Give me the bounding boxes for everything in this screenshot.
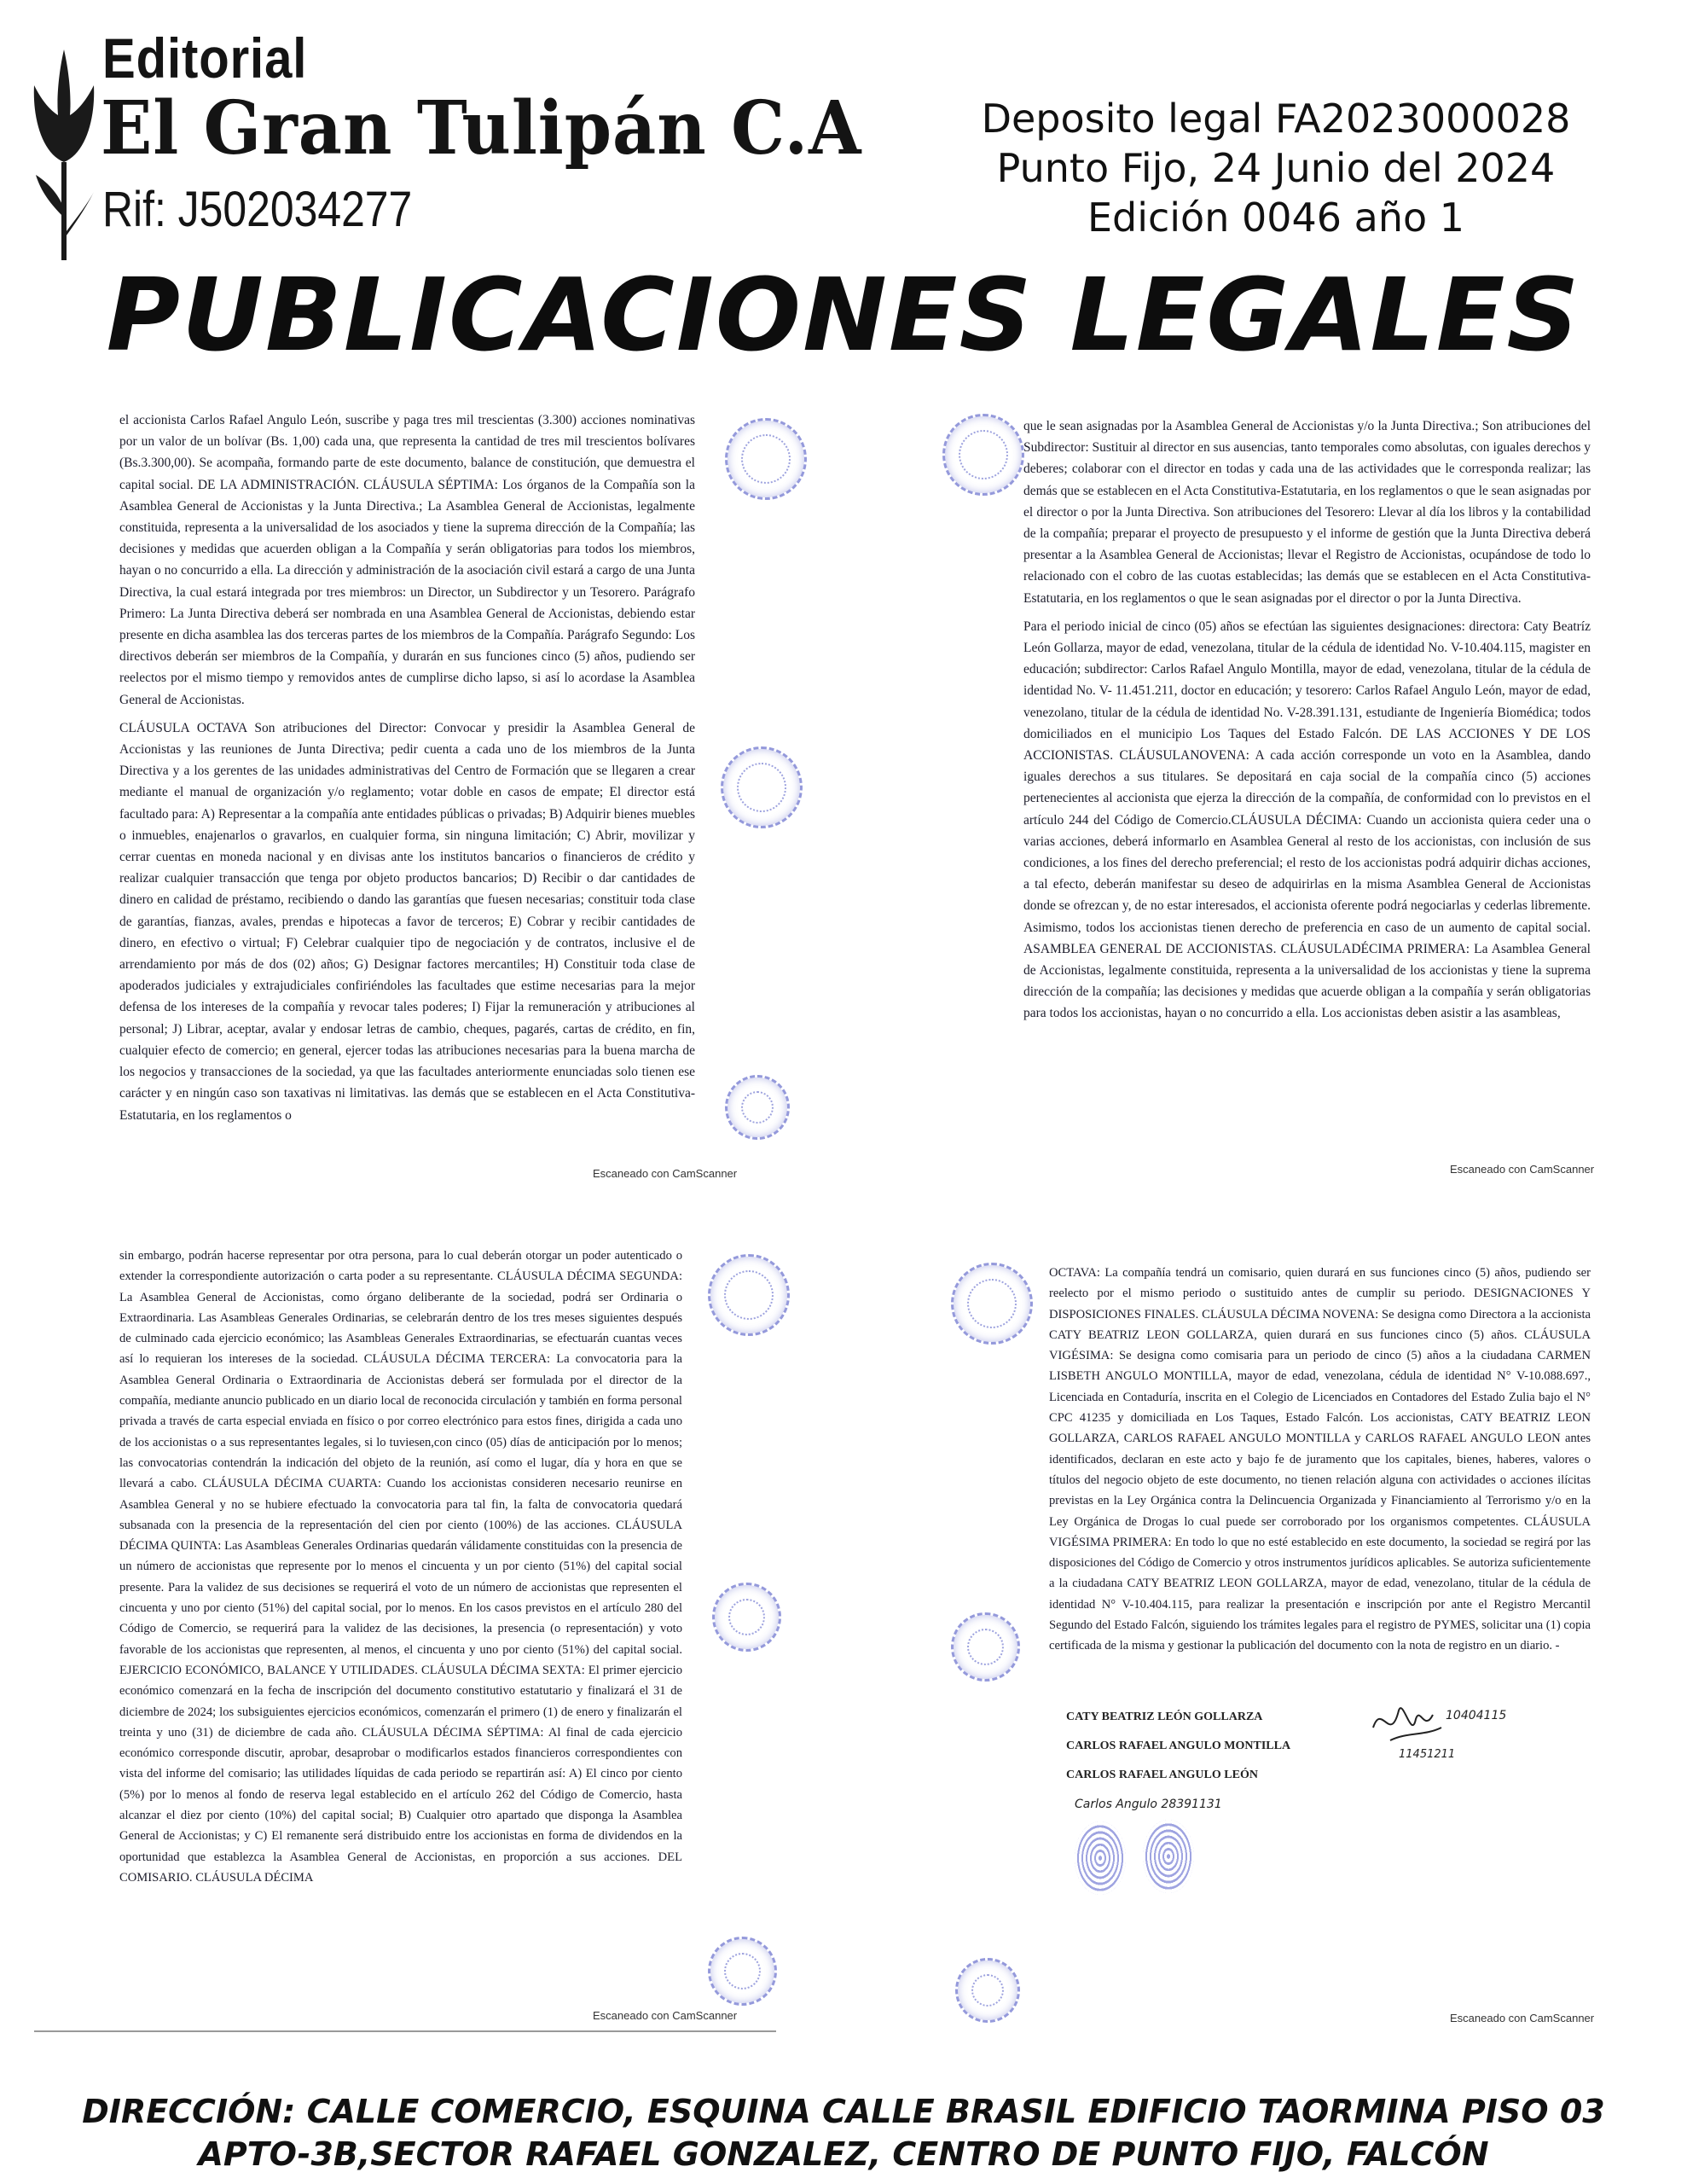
scan-text [119, 1246, 682, 1888]
address-line-1: DIRECCIÓN: CALLE COMERCIO, ESQUINA CALLE BRASIL EDIFICIO TAORMINA PISO 03 [82, 2093, 1605, 2130]
scan-text [1049, 1263, 1591, 1657]
scanner-watermark: Escaneado con CamScanner [593, 2009, 738, 2022]
signatory-name: CARLOS RAFAEL ANGULO LEÓN [1066, 1769, 1258, 1781]
scanned-page-1 [51, 401, 776, 1180]
scanner-watermark: Escaneado con CamScanner [1450, 1163, 1595, 1176]
scan-text [119, 410, 695, 1126]
paragraph: OCTAVA: La compañía tendrá un comisario, quien durará en sus funciones cinco (5) años, pudiendo ser reelecto por el mismo periodo o sustituido antes de cumplir su periodo. DESIGNACIONES Y DISPOSICIONES FINALES. CLÁUSULA DÉCIMA NOVENA: Se designa como Directora a la accionista CATY BEATRIZ LEON GOLLARZA, quien durará en sus funciones cinco (5) años. CLÁUSULA VIGÉSIMA: Se designa como comisaria para un periodo de cinco (5) años a la ciudadana CARMEN LISBETH ANGULO MONTILLA, mayor de edad, venezolana, cédula de identidad N° V-10.088.697., Licenciada en Contaduría, inscrita en el Colegio de Licenciados en Contadores del Estado Zulia bajo el N° CPC 41235 y domiciliada en Los Taques, Estado Falcón. Los accionistas, CATY BEATRIZ LEON GOLLARZA, CARLOS RAFAEL ANGULO MONTILLA y CARLOS RAFAEL ANGULO LEON antes identificados, declaran en este acto y bajo fe de juramento que los capitales, bienes, haberes, valores o títulos del negocio objeto de este documento, no tienen relación alguna con actividades o acciones ilícitas previstas en la Ley Orgánica contra la Delincuencia Organizada y Financiamiento al Terrorismo y/o en la Ley Orgánica de Drogas lo cual puede ser corroborado por los organismos competentes. CLÁUSULA VIGÉSIMA PRIMERA: En todo lo que no esté establecido en este documento, la sociedad se regirá por las disposiciones del Código de Comercio y otros instrumentos jurídicos aplicables. Se autoriza suficientemente a la ciudadana CATY BEATRIZ LEON GOLLARZA, mayor de edad, venezolano, titular de la cédula de identidad N° V-10.404.115, para realizar la presentación e inscripción por ante el Registro Mercantil Segundo del Estado Falcón, siguiendo los trámites legales para el registro de PYMES, solicitar una (1) copia certificada de la misma y gestionar la publicación del documento con la nota de registro en un diario. - [1049, 1266, 1591, 1653]
signature-block [1049, 1693, 1527, 1890]
legal-deposit: Deposito legal FA2023000028 [981, 96, 1571, 142]
paragraph: Para el periodo inicial de cinco (05) años se efectúan las siguientes designaciones: directora: Caty Beatríz León Gollarza, mayor de edad, venezolana, titular de la cédula de identidad No. V-10.404.115, magister en educación; subdirector: Carlos Rafael Angulo Montilla, mayor de edad, venezolana, titular de la cédula de identidad No. V- 11.451.211, doctor en educación; y tesorero: Carlos Rafael Angulo León, mayor de edad, venezolano, titular de la cédula de identidad No. V-28.391.131, estudiante de Ingeniería Biomédica; todos domiciliados en el municipio Los Taques del Estado Falcón. DE LAS ACCIONES Y DE LOS ACCIONISTAS. CLÁUSULANOVENA: A cada acción corresponde un voto en la Asamblea, dando iguales derechos a sus titulares. Se depositará en caja social de la compañía cinco (5) acciones pertenecientes al accionista que ejerza la dirección de la compañía, de conformidad con lo previstos en el artículo 244 del Código de Comercio.CLÁUSULA DÉCIMA: Cuando un accionista quiera ceder una o varias acciones, deberá informarlo en Asamblea General al resto de los accionistas, con inclusión de sus condiciones, a los fines del derecho preferencial; el resto de los accionistas podrá adquirir dichas acciones, a tal efecto, deberán manifestar su deseo de adquirirlas en la misma Asamblea General de Accionistas donde se ofrezcan y, de no estar interesados, el accionista oferente podrá negociarlas y cederlas libremente. Asimismo, todos los accionistas tienen derecho de preferencia en caso de un aumento de capital social. ASAMBLEA GENERAL DE ACCIONISTAS. CLÁUSULADÉCIMA PRIMERA: La Asamblea General de Accionistas, legalmente constituida, representa a la universalidad de los accionistas y tiene la suprema dirección de la compañía; las decisiones y medidas que acuerde obligan a la compañía y serán obligatorias para todos los accionistas, hayan o no concurrido a ella. Los accionistas deben asistir a las asambleas, [1023, 619, 1591, 1021]
edition-number: Edición 0046 año 1 [1087, 195, 1465, 241]
paragraph: que le sean asignadas por la Asamblea General de Accionistas y/o la Junta Directiva.; Son atribuciones del Subdirector: Sustituir al director en sus ausencias, tanto temporales como absolutas, con iguales derechos y deberes; colaborar con el director en todas y cada una de las actividades que le corresponda realizar; las demás que se establecen en el Acta Constitutiva-Estatutaria, en los reglamentos o que le sean asignadas por el director o por la Junta Directiva. Son atribuciones del Tesorero: Llevar al día los libros y la contabilidad de la compañía; preparar el proyecto de presupuesto y el informe de gestión que la Junta Directiva deberá presentar a la Asamblea General de Accionistas; llevar el Registro de Accionistas, ocupándose de todo lo relacionado con el cobro de las cuotas establecidas; las demás que se establecen en el Acta Constitutiva-Estatutaria, en los reglamentos o que le sean asignadas por el director o por la Junta Directiva. [1023, 419, 1591, 606]
handwritten-signature-icon [1365, 1693, 1518, 1762]
stamp-icon [955, 1958, 1020, 2023]
stamp-icon [725, 1075, 790, 1140]
paragraph: CLÁUSULA OCTAVA Son atribuciones del Director: Convocar y presidir la Asamblea General de Accionistas y las reuniones de Junta Directiva; pedir cuenta a cada uno de los miembros de la Junta Directiva y a los gerentes de las unidades administrativas del Centro de Formación que se llegaren a crear mediante el manual de organización y/o reglamento; votar doble en casos de empate; El director está facultado para: A) Representar a la compañía ante entidades públicas o privadas; B) Adquirir bienes muebles o inmuebles, enajenarlos o gravarlos, en cualquier forma, sin ninguna limitación; C) Abrir, movilizar y cerrar cuentas en moneda nacional y en divisas ante los institutos bancarios o financieros de crédito y realizar cualquier transacción que tenga por objeto productos bancarios; D) Recibir o dar cantidades de dinero en calidad de préstamo, recibiendo o dando las garantías que fuesen necesarias; constituir toda clase de garantías, fianzas, avales, prendas e hipotecas a favor de terceros; E) Cobrar y recibir cantidades de dinero, en efectivo o virtual; F) Celebrar cualquier tipo de negociación y de contratos, inclusive el de arrendamiento por más de dos (02) años; G) Designar factores mercantiles; H) Constituir toda clase de apoderados judiciales y extrajudiciales confiriéndoles las facultades que estime necesarias para la mejor defensa de los intereses de la compañía y revocar tales poderes; I) Fijar la remuneración y atribuciones al personal; J) Librar, aceptar, avalar y endosar letras de cambio, cheques, pagarés, cartas de crédito, en fin, cualquier efecto de comercio; en general, ejercer todas las atribuciones necesarias para la buena marcha de los negocios y transacciones de la sociedad, ya que las facultades anteriormente enunciadas solo tienen ese carácter y en ningún caso son taxativas ni limitativas. las demás que se establecen en el Acta Constitutiva-Estatutaria, en los reglamentos o [119, 720, 695, 1123]
address-line-2: APTO-3B,SECTOR RAFAEL GONZALEZ, CENTRO DE PUNTO FIJO, FALCÓN [198, 2135, 1489, 2173]
publisher-name: El Gran Tulipán C.A [101, 85, 862, 171]
paragraph: el accionista Carlos Rafael Angulo León, suscribe y paga tres mil trescientas (3.300) acciones nominativas por un valor de un bolívar (Bs. 1,00) cada una, que representa la cantidad de tres mil trescientos bolívares (Bs.3.300,00). Se acompaña, formando parte de este documento, balance de constitución, que demuestra el capital social. DE LA ADMINISTRACIÓN. CLÁUSULA SÉPTIMA: Los órganos de la Compañía son la Asamblea General de Accionistas y la Junta Directiva.; La Asamblea General de Accionistas, legalmente constituida, representa a la universalidad de los asociados y tiene la suprema dirección de la Compañía; las decisiones y medidas que acuerden obligan a la Compañía y serán obligatorias para todos los miembros, hayan o no concurrido a ella. La dirección y administración de la asociación civil estará a cargo de una Junta Directiva, la cual estará integrada por tres miembros: un Director, un Subdirector y un Tesorero. Parágrafo Primero: La Junta Directiva deberá ser nombrada en una Asamblea General de Accionistas, debiendo estar presente en dicha asamblea las dos terceras partes de los miembros de la Compañía. Parágrafo Segundo: Los directivos deberán ser miembros de la Compañía, y durarán en sus funciones cinco (5) años, pudiendo ser reelectos por el mismo tiempo y removidos antes de cumplirse dicho lapso, si así lo acordase la Asamblea General de Accionistas. [119, 413, 695, 707]
paragraph: sin embargo, podrán hacerse representar por otra persona, para lo cual deberán otorgar un poder autenticado o extender la correspondiente autorización o carta poder a su representante. CLÁUSULA DÉCIMA SEGUNDA: La Asamblea General de Accionistas, como órgano deliberante de la sociedad, podrá ser Ordinaria o Extraordinaria. Las Asambleas Generales Ordinarias, se celebrarán dentro de los tres meses siguientes después de culminado cada ejercicio económico; las Asambleas Generales Extraordinarias, se efectuarán cuantas veces así lo requieran los intereses de la sociedad. CLÁUSULA DÉCIMA TERCERA: La convocatoria para la Asamblea General Ordinaria o Extraordinaria de Accionistas deberá ser formulada por el director de la compañía, mediante anuncio publicado en un diario local de reconocida circulación y también en forma personal privada a través de carta especial enviada en físico o por correo electrónico para estos fines, dirigida a cada uno de los accionistas o a sus representantes legales, si lo tuviesen,con cinco (05) días de anticipación por lo menos; las convocatorias contendrán la indicación del objeto de la reunión, así como el lugar, día y hora en que se llevará a cabo. CLÁUSULA DÉCIMA CUARTA: Cuando los accionistas consideren necesario reunirse en Asamblea General y no se hubiere efectuado la convocatoria para tal fin, la falta de convocatoria quedará subsanada con la presencia de la representación del cien por ciento (100%) de las acciones. CLÁUSULA DÉCIMA QUINTA: Las Asambleas Generales Ordinarias quedarán válidamente constituidas con la presencia de un número de accionistas que represente por lo menos el cincuenta y un por ciento (51%) del capital social presente. Para la validez de sus decisiones se requerirá el voto de un número de accionistas que representen el cincuenta y uno por ciento (51%) del capital social, por lo menos. En los casos previstos en el artículo 280 del Código de Comercio, se requerirá para la validez de las decisiones, la presencia (o representación) y voto favorable de los accionistas que representen, al menos, el cincuenta y uno por ciento (51%) del capital social. EJERCICIO ECONÓMICO, BALANCE Y UTILIDADES. CLÁUSULA DÉCIMA SEXTA: El primer ejercicio económico comenzará en la fecha de inscripción del documento constitutivo estatutario y finalizará el 31 de diciembre de 2024; los subsiguientes ejercicios económicos, comenzarán el primero (1) de enero y finalizarán el treinta y uno (31) de diciembre de cada año. CLÁUSULA DÉCIMA SÉPTIMA: Al final de cada ejercicio económico corresponde discutir, aprobar, desaprobar o modificarlos estados financieros correspondientes con vista del informe del comisario; las utilidades líquidas de cada periodo se repartirán así: A) El cinco por ciento (5%) por lo menos al fondo de reserva legal establecido en el artículo 262 del Código de Comercio, hasta alcanzar el diez por ciento (10%) del capital social; B) Cualquier otro apartado que disponga la Asamblea General de Accionistas; y C) El remanente será distribuido entre los accionistas en forma de dividendos en la oportunidad que establezca la Asamblea General de Accionistas, en proporción a sus acciones. DEL COMISARIO. CLÁUSULA DÉCIMA [119, 1249, 682, 1885]
tulip-logo-icon [26, 34, 102, 264]
stamp-icon [725, 418, 807, 500]
scanned-page-3 [34, 1237, 776, 2032]
masthead [0, 0, 1687, 375]
page-title: PUBLICACIONES LEGALES [106, 256, 1581, 374]
handwritten-signature: Carlos Angulo 28391131 [1075, 1798, 1222, 1811]
stamp-icon [942, 414, 1024, 496]
stamp-icon [951, 1612, 1020, 1682]
handwritten-id: 11451211 [1399, 1748, 1456, 1761]
signatory-names [1066, 1711, 1290, 1798]
fingerprint-icon [1075, 1821, 1126, 1895]
scan-text [1023, 415, 1591, 1025]
stamp-icon [708, 1937, 777, 2006]
address-footer [0, 2090, 1687, 2175]
publisher-label: Editorial [102, 26, 308, 90]
publication-date: Punto Fijo, 24 Junio del 2024 [996, 145, 1556, 191]
scanner-watermark: Escaneado con CamScanner [593, 1167, 738, 1180]
edition-meta [969, 94, 1583, 242]
stamp-icon [951, 1263, 1033, 1345]
stamp-icon [712, 1583, 781, 1652]
scanner-watermark: Escaneado con CamScanner [1450, 2012, 1595, 2024]
publisher-rif: Rif: J502034277 [102, 182, 413, 237]
handwritten-id: 10404115 [1446, 1709, 1507, 1722]
scanned-page-2 [930, 405, 1638, 1177]
scanned-page-4 [938, 1246, 1638, 2030]
fingerprint-icon [1143, 1820, 1194, 1893]
stamp-icon [708, 1254, 790, 1336]
signatory-name: CATY BEATRIZ LEÓN GOLLARZA [1066, 1711, 1263, 1723]
signatory-name: CARLOS RAFAEL ANGULO MONTILLA [1066, 1740, 1291, 1752]
stamp-icon [721, 746, 803, 828]
